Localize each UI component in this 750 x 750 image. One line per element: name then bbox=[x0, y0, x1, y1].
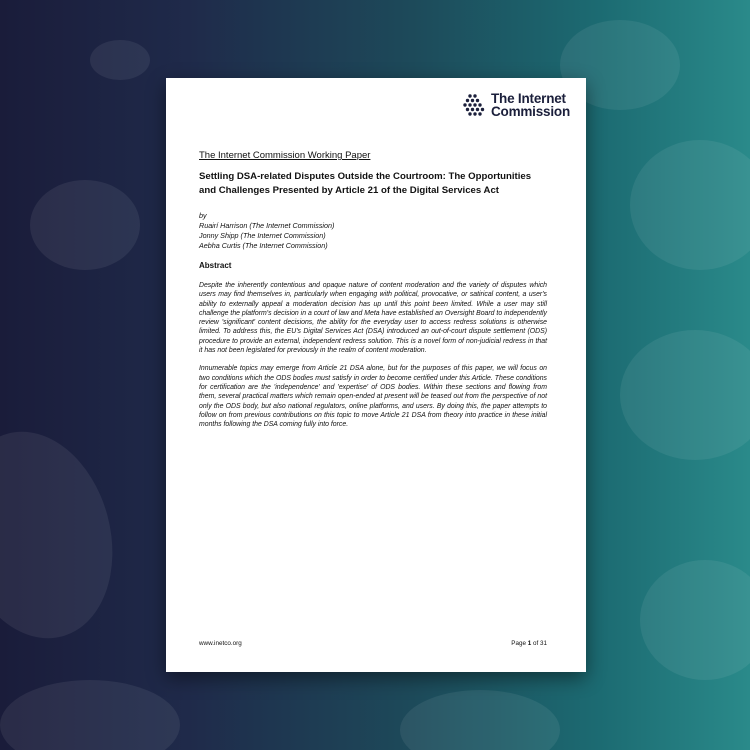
hexagon-dot-cluster-icon bbox=[462, 93, 486, 117]
author-name: Jonny Shipp (The Internet Commission) bbox=[199, 231, 326, 240]
background-blob bbox=[90, 40, 150, 80]
background-blob bbox=[0, 680, 180, 750]
background-blob bbox=[30, 180, 140, 270]
internet-commission-logo bbox=[462, 92, 570, 118]
background-blob bbox=[0, 414, 135, 656]
background-blob bbox=[630, 140, 750, 270]
page-total: of 31 bbox=[532, 640, 547, 647]
document-body bbox=[199, 150, 547, 438]
current-page: 1 bbox=[527, 640, 532, 647]
author-list bbox=[199, 211, 547, 251]
paper-series-label: The Internet Commission Working Paper bbox=[199, 150, 371, 161]
background-blob bbox=[400, 690, 560, 750]
paper-title: Settling DSA-related Disputes Outside the Courtroom: The Opportunities and Challenges Presented by Article 21 of the Digital Services Act bbox=[199, 171, 532, 196]
abstract-paragraph: Innumerable topics may emerge from Article 21 DSA alone, but for the purposes of this paper, we will focus on two conditions which the ODS bodies must satisfy in order to become certified under this Article. These conditions for certification are the 'independence' and 'expertise' of ODS bodies. Within these sections and flowing from them, several practical matters which remain open-ended at present will be teased out from the perspective of not only the ODS body, but also national regulators, online platforms, and users. By doing this, the paper attempts to follow on from previous contributions on this topic to move Article 21 DSA from theory into practice in these initial months following the DSA coming fully into force. bbox=[199, 365, 547, 429]
page-word: Page bbox=[511, 640, 526, 647]
footer-url: www.inetco.org bbox=[199, 640, 242, 647]
author-name: Ruairí Harrison (The Internet Commission) bbox=[199, 221, 335, 230]
brand-line-2: Commission bbox=[490, 104, 570, 119]
by-label: by bbox=[199, 211, 207, 220]
brand-wordmark bbox=[491, 92, 570, 118]
page-number bbox=[511, 640, 547, 647]
abstract-heading: Abstract bbox=[199, 261, 232, 270]
abstract-paragraph: Despite the inherently contentious and opaque nature of content moderation and the variety of disputes which users may find themselves in, particularly when engaging with political, provocative, or satirical content, a user's ability to externally appeal a moderation decision has up until this point been limited. While a user may still challenge the platform's decision in a court of law and Meta have established an Oversight Board to independently review 'significant' content decisions, the ability for the everyday user to access redress solutions is otherwise limited. To address this, the EU's Digital Services Act (DSA) introduced an out-of-court dispute settlement (ODS) procedure to provide an external, independent redress solution. This is a novel form of non-judicial redress in that it has not been legislated for previously in the realm of content moderation. bbox=[199, 282, 547, 355]
author-name: Aebha Curtis (The Internet Commission) bbox=[199, 241, 328, 250]
background-blob bbox=[640, 560, 750, 680]
document-page bbox=[166, 78, 586, 672]
background-blob bbox=[620, 330, 750, 460]
brand-line-1: The Internet bbox=[490, 91, 566, 106]
